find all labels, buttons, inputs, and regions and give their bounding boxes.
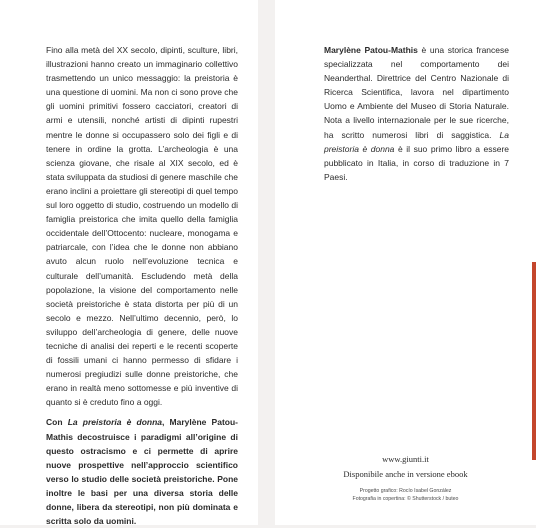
author-bio: [324, 43, 509, 184]
ebook-note: Disponibile anche in versione ebook: [343, 469, 468, 479]
author-name: Marylène Patou-Mathis: [324, 45, 418, 55]
synopsis-prefix: Con: [46, 417, 68, 428]
left-flap: [0, 0, 258, 525]
author-bio-part1: è una storica francese specializzata nel comportamento dei Neanderthal. Direttrice del Centro Nazionale di Ricerca Scientifica, lavora nel dipartimento Uomo e Ambiente del Museo di Storia Naturale. Nota a livello internazionale per le sue ricerche, ha scritto numerosi libri di saggistica.: [324, 45, 509, 140]
synopsis-rest: , Marylène Patou-Mathis decostruisce i paradigmi all’origine di questo ostracismo e ci permette di aprire nuove prospettive nell’approccio scientifico verso lo studio delle società preistoriche. Pone inoltre le basi per una diversa storia delle donne, libera da stereotipi, non più dominata e scritta solo da uomini.: [46, 417, 238, 527]
author-bio-title: La preistoria è donna: [324, 129, 509, 154]
synopsis-paragraph: Fino alla metà del XX secolo, dipinti, sculture, libri, illustrazioni hanno creato un immaginario collettivo trasmettendo un unico messaggio: la preistoria è una questione di uomini. Ma non ci sono prove che gli uomini primitivi fossero cacciatori, creatori di armi e utensili, nonché artisti di dipinti rupestri mentre le donne si occupassero solo dei figli e di tenere in ordine la grotta. L’archeologia è una scienza giovane, che risale al XIX secolo, ed è stata sviluppata da studiosi di genere maschile che erano inclini a proiettare gli stereotipi di quel tempo sul loro oggetto di studio, costruendo un modello di famiglia preistorica che imita quello della famiglia occidentale dell’Ottocento: nucleare, monogama e patriarcale, con l’idea che le donne non abbiano avuto alcun ruolo nell’evoluzione tecnica e culturale dell’umanità. Escludendo metà della popolazione, la visione del comportamento nelle società preistoriche è stata distorta per più di un secolo e mezzo. Nell’ultimo decennio, però, lo sviluppo dell’archeologia di genere, delle nuove tecniche di analisi dei reperti e le recenti scoperte di fossili umani ci hanno permesso di sfidare i numerosi pregiudizi sulle donne preistoriche, che erano in realtà meno sottomesse e più inventive di quanto si è creduto fino a oggi.: [46, 45, 238, 408]
author-bio-part2: è il suo primo libro a essere pubblicato in Italia, in corso di traduzione in 7 Paesi.: [324, 143, 510, 182]
right-flap: [275, 0, 536, 525]
publisher-website: www.giunti.it: [382, 454, 429, 464]
book-title-italic: La preistoria è donna: [67, 417, 163, 428]
photo-credit: Fotografia in copertina: © Shutterstock / buteo: [352, 496, 459, 502]
cover-edge-accent: [532, 262, 536, 460]
synopsis-bold-paragraph: [46, 415, 238, 528]
design-credit: Progetto grafico: Rocío Isabel González: [359, 488, 452, 494]
